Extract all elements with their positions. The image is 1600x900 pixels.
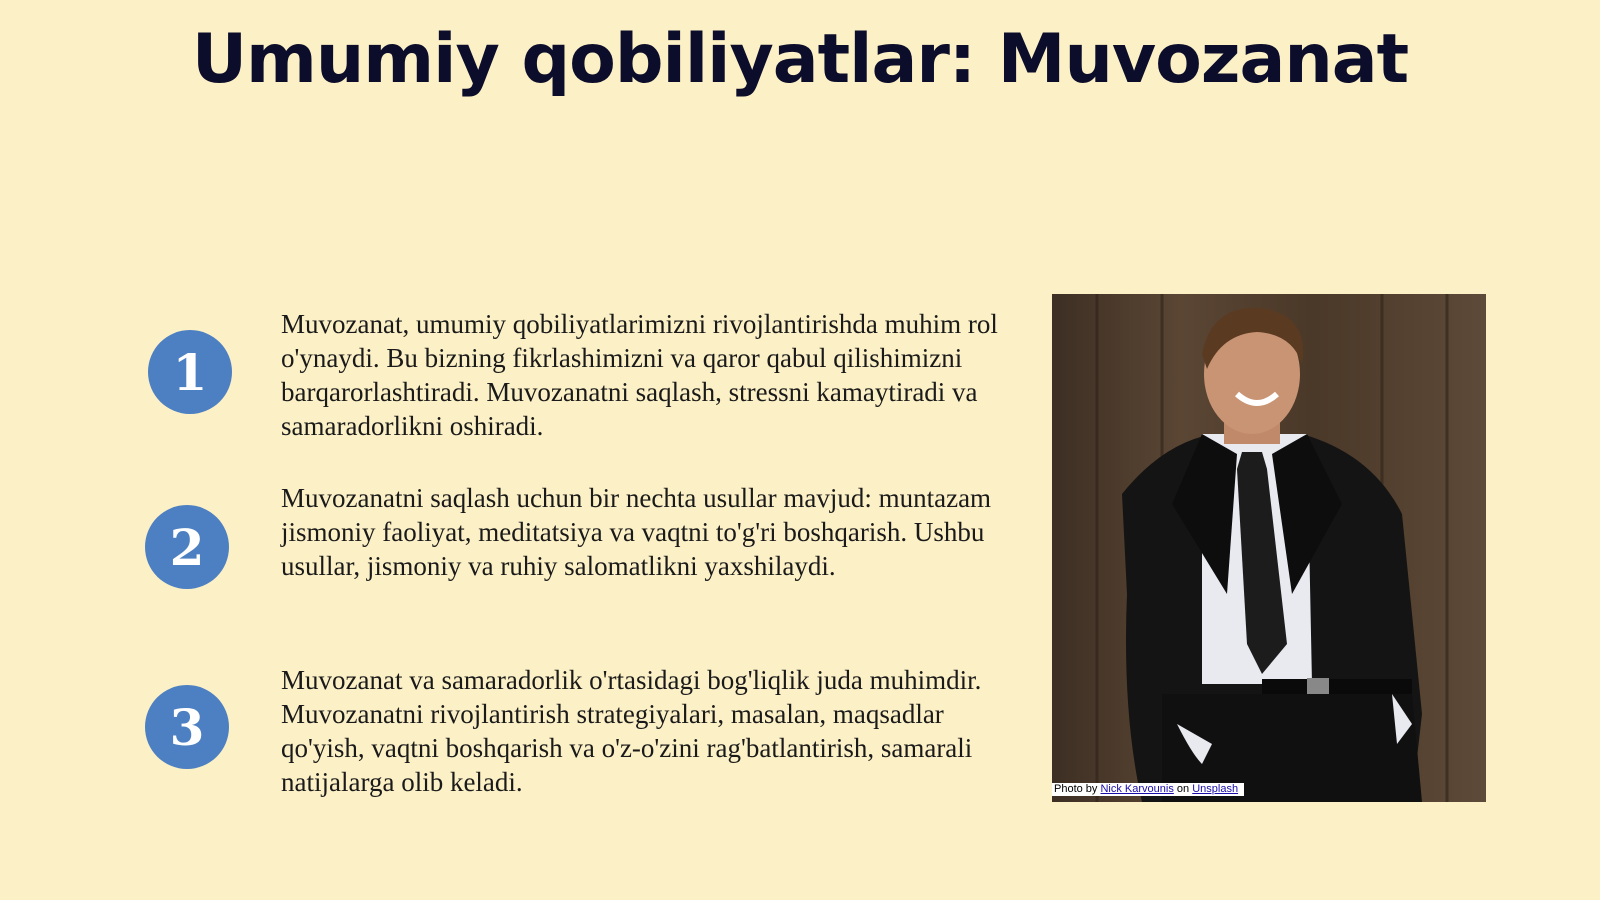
- author-link[interactable]: Nick Karvounis: [1100, 783, 1174, 795]
- photo-credit: [1052, 783, 1244, 796]
- item-text: Muvozanatni saqlash uchun bir nechta usullar mavjud: muntazam jismoniy faoliyat, meditatsiya va vaqtni to'g'ri boshqarish. Ushbu usullar, jismoniy va ruhiy salomatlikni yaxshilaydi.: [281, 483, 992, 581]
- list-item: [0, 483, 1000, 655]
- slide-title: Umumiy qobiliyatlar: Muvozanat: [191, 20, 1409, 99]
- item-text: Muvozanat, umumiy qobiliyatlarimizni rivojlantirishda muhim rol o'ynaydi. Bu bizning fikrlashimizni va qaror qabul qilishimizni barqarorlashtiradi. Muvozanatni saqlash, stressni kamaytiradi va samaradorlikni oshiradi.: [281, 309, 998, 441]
- item-text: Muvozanat va samaradorlik o'rtasidagi bog'liqlik juda muhimdir. Muvozanatni rivojlantirish strategiyalari, masalan, maqsadlar qo'yish, vaqtni boshqarish va o'z-o'zini rag'batlantirish, samarali natijalarga olib keladi.: [281, 665, 982, 797]
- source-link[interactable]: Unsplash: [1192, 783, 1239, 795]
- list-item: [0, 309, 1000, 480]
- number-badge: 2: [145, 505, 229, 589]
- list-item: [0, 665, 1000, 835]
- number-badge: 3: [145, 685, 229, 769]
- credit-mid: on: [1176, 783, 1190, 795]
- credit-prefix: Photo by: [1054, 783, 1098, 795]
- number-badge: 1: [148, 330, 232, 414]
- portrait-photo: [1052, 294, 1486, 802]
